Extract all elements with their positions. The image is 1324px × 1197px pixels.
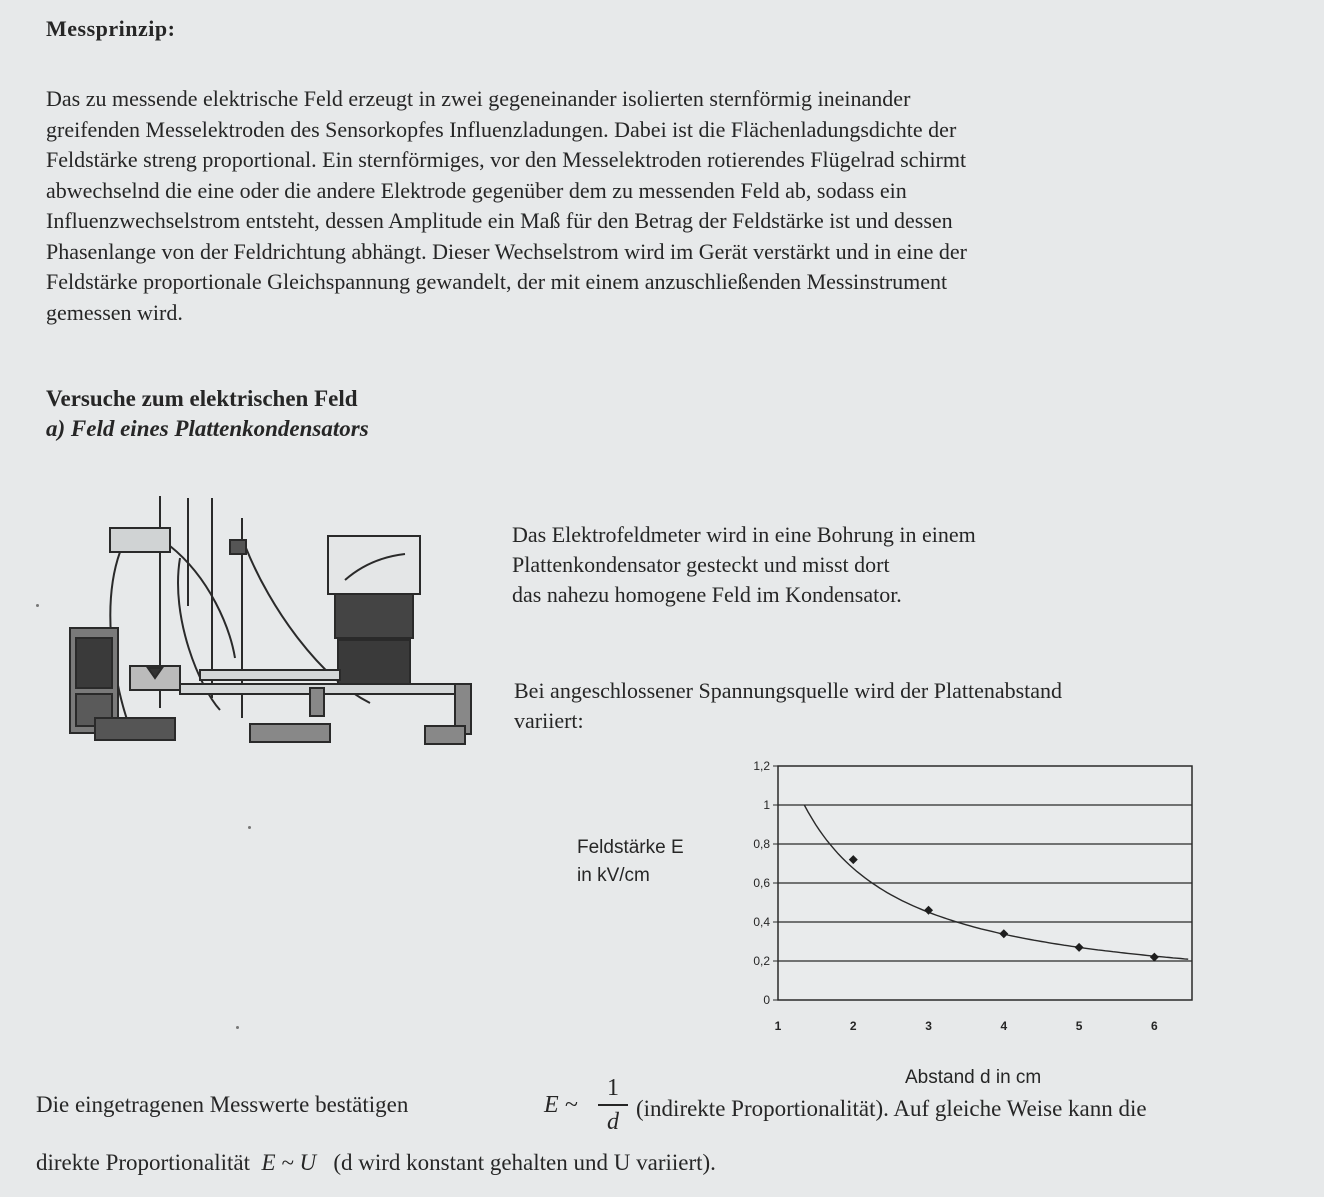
y-tick-label: 0,2 bbox=[753, 954, 770, 968]
paragraph-line: abwechselnd die eine oder die andere Elektrode gegenüber dem zu messenden Feld ab, sodass ein bbox=[46, 177, 907, 203]
paragraph-line: Feldstärke proportionale Gleichspannung gewandelt, der mit einem anzuschließenden Messinstrument bbox=[46, 269, 948, 294]
conclusion-line1-start: Die eingetragenen Messwerte bestätigen bbox=[36, 1092, 409, 1117]
conclusion-line2-start: direkte Proportionalität bbox=[36, 1150, 250, 1175]
paragraph-line: Feldstärke streng proportional. Ein sternförmiges, vor den Messelektroden rotierendes Flügelrad schirmt bbox=[46, 147, 967, 172]
formula-numerator: 1 bbox=[607, 1075, 619, 1101]
variation-text bbox=[514, 676, 1062, 736]
y-tick-label: 0,6 bbox=[753, 876, 770, 890]
y-tick-label: 0,4 bbox=[753, 915, 770, 929]
speck bbox=[248, 826, 251, 829]
description-line: Plattenkondensator gesteckt und misst dort bbox=[512, 552, 890, 577]
y-tick-label: 0 bbox=[763, 993, 770, 1007]
chart-ylabel-line: Feldstärke E bbox=[577, 837, 684, 858]
formula-fraction bbox=[596, 1074, 630, 1136]
formula-denominator: d bbox=[607, 1109, 619, 1135]
x-tick-label: 1 bbox=[774, 1019, 782, 1033]
formula-direct: E ~ U bbox=[261, 1150, 317, 1175]
chart-ylabel-line: in kV/cm bbox=[577, 865, 650, 886]
heading-messprinzip: Messprinzip: bbox=[46, 16, 176, 41]
conclusion-line1-end: (indirekte Proportionalität). Auf gleiche Weise kann die bbox=[636, 1096, 1147, 1121]
heading-subsection: a) Feld eines Plattenkondensators bbox=[46, 416, 369, 441]
chart-ylabel bbox=[577, 834, 684, 890]
fraction-bar bbox=[598, 1104, 628, 1106]
paragraph-messprinzip bbox=[46, 84, 1256, 328]
apparatus-illustration bbox=[60, 488, 480, 753]
description-line: das nahezu homogene Feld im Kondensator. bbox=[512, 582, 902, 607]
paragraph-line: greifenden Messelektroden des Sensorkopfes Influenzladungen. Dabei ist die Flächenladungsdichte der bbox=[46, 116, 957, 142]
y-tick-label: 1 bbox=[763, 798, 770, 812]
variation-line: Bei angeschlossener Spannungsquelle wird der Plattenabstand bbox=[514, 678, 1063, 703]
speck bbox=[36, 604, 39, 607]
heading-versuche: Versuche zum elektrischen Feld bbox=[46, 386, 358, 411]
field-strength-chart bbox=[740, 748, 1210, 1048]
speck bbox=[236, 1026, 239, 1029]
conclusion-line2-end: (d wird konstant gehalten und U variiert). bbox=[333, 1150, 716, 1175]
formula-lhs: E ~ bbox=[544, 1092, 578, 1118]
x-tick-label: 6 bbox=[1151, 1019, 1158, 1033]
paragraph-line: Das zu messende elektrische Feld erzeugt in zwei gegeneinander isolierten sternförmig ineinander bbox=[46, 86, 911, 111]
description-text bbox=[512, 520, 976, 610]
x-tick-label: 2 bbox=[849, 1019, 857, 1033]
paragraph-line: Influenzwechselstrom entsteht, dessen Amplitude ein Maß für den Betrag der Feldstärke ist und dessen bbox=[46, 208, 953, 233]
x-tick-label: 4 bbox=[1000, 1019, 1008, 1033]
variation-line: variiert: bbox=[514, 708, 584, 733]
chart-xlabel: Abstand d in cm bbox=[905, 1067, 1042, 1088]
y-tick-label: 0,8 bbox=[753, 837, 770, 851]
y-tick-label: 1,2 bbox=[753, 759, 770, 773]
paragraph-line: Phasenlange von der Feldrichtung abhängt. Dieser Wechselstrom wird im Gerät verstärkt und in eine der bbox=[46, 238, 967, 264]
paragraph-line: gemessen wird. bbox=[46, 299, 183, 325]
description-line: Das Elektrofeldmeter wird in eine Bohrung in einem bbox=[512, 522, 976, 547]
x-tick-label: 5 bbox=[1075, 1019, 1083, 1033]
conclusion-line2 bbox=[36, 1150, 716, 1176]
x-tick-label: 3 bbox=[925, 1019, 932, 1033]
